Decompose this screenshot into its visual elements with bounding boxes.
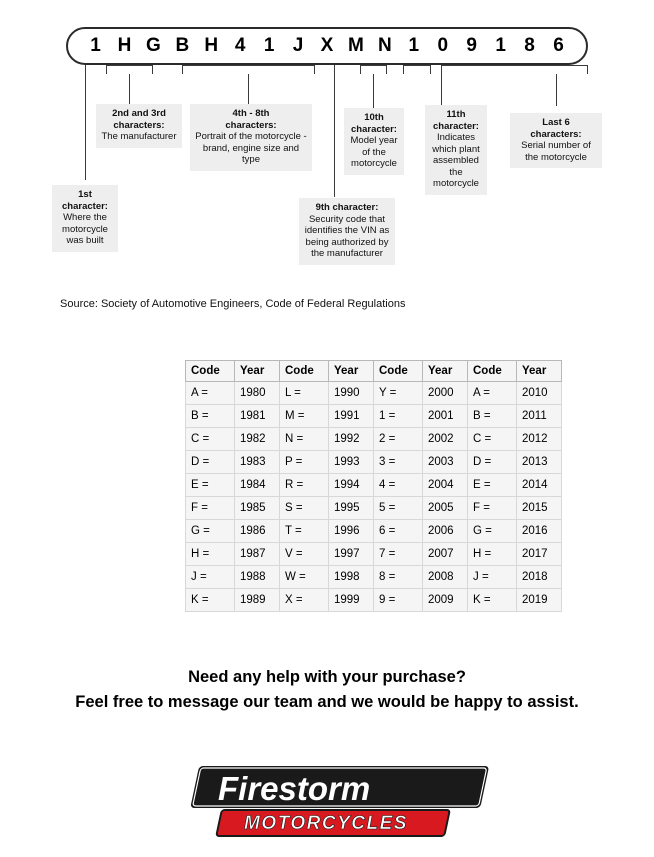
cell-year: 1990 — [329, 382, 374, 405]
callout-char10-heading: 10th — [364, 112, 384, 123]
cell-code: B = — [468, 405, 517, 428]
col-header-code-1: Code — [186, 361, 235, 382]
callout-char10-body: Model year of the motorcycle — [350, 135, 398, 169]
cell-year: 2011 — [517, 405, 562, 428]
col-header-year-1: Year — [235, 361, 280, 382]
cell-code: L = — [280, 382, 329, 405]
table-row — [186, 451, 562, 474]
table-row — [186, 382, 562, 405]
cell-code: D = — [468, 451, 517, 474]
cell-year: 1984 — [235, 474, 280, 497]
vin-char-8: J — [292, 35, 304, 56]
cell-code: 2 = — [374, 428, 423, 451]
vin-char-4: B — [175, 35, 190, 56]
vin-char-13: 0 — [437, 35, 449, 56]
cell-year: 1985 — [235, 497, 280, 520]
cell-code: E = — [468, 474, 517, 497]
callout-char12-17-subheading: characters: — [530, 128, 582, 140]
callout-char11-heading: 11th — [446, 109, 466, 120]
callout-char1 — [52, 185, 118, 252]
cell-year: 1987 — [235, 543, 280, 566]
table-row — [186, 520, 562, 543]
vin-char-11: N — [378, 35, 392, 56]
callout-char1-subheading: character: — [62, 200, 108, 212]
logo-brand-text: Firestorm — [218, 770, 371, 807]
cell-code: R = — [280, 474, 329, 497]
vin-char-15: 1 — [495, 35, 506, 56]
help-line-1: Need any help with your purchase? — [188, 668, 466, 686]
cell-year: 2016 — [517, 520, 562, 543]
cell-code: K = — [186, 589, 235, 612]
cell-year: 1986 — [235, 520, 280, 543]
cell-year: 1997 — [329, 543, 374, 566]
table-row — [186, 589, 562, 612]
cell-code: B = — [186, 405, 235, 428]
help-message — [0, 665, 654, 715]
vin-char-10: M — [348, 35, 364, 56]
source-note: Source: Society of Automotive Engineers, Code of Federal Regulations — [60, 298, 406, 310]
cell-year: 2007 — [423, 543, 468, 566]
callout-char4-8-body: Portrait of the motorcycle - brand, engine size and type — [195, 131, 307, 165]
callout-char11-body: Indicates which plant assembled the motorcycle — [432, 132, 480, 189]
cell-year: 2014 — [517, 474, 562, 497]
table-row — [186, 497, 562, 520]
callout-char2-3-subheading: characters: — [113, 119, 165, 131]
cell-code: Y = — [374, 382, 423, 405]
table-row — [186, 428, 562, 451]
cell-code: M = — [280, 405, 329, 428]
cell-year: 1992 — [329, 428, 374, 451]
cell-code: S = — [280, 497, 329, 520]
cell-year: 2019 — [517, 589, 562, 612]
cell-code: K = — [468, 589, 517, 612]
logo-subtitle-text: MOTORCYCLES — [244, 813, 408, 834]
callout-char4-8-heading: 4th - 8th — [232, 108, 270, 119]
callout-char12-17-heading: Last 6 — [542, 117, 570, 128]
callout-char1-heading: 1st — [78, 189, 92, 200]
cell-code: G = — [468, 520, 517, 543]
callout-char9-body: Security code that identifies the VIN as being authorized by the manufacturer — [304, 213, 390, 259]
vin-char-5: H — [204, 35, 219, 56]
vin-char-14: 9 — [466, 35, 477, 56]
callout-char10 — [344, 108, 404, 175]
cell-year: 1991 — [329, 405, 374, 428]
cell-year: 1981 — [235, 405, 280, 428]
cell-year: 1996 — [329, 520, 374, 543]
cell-code: F = — [186, 497, 235, 520]
cell-year: 2013 — [517, 451, 562, 474]
callout-char4-8-subheading: characters: — [225, 119, 277, 131]
callout-char2-3 — [96, 104, 182, 148]
cell-code: W = — [280, 566, 329, 589]
connector-char9 — [334, 65, 335, 197]
cell-year: 2012 — [517, 428, 562, 451]
bracket-char12-17 — [441, 65, 588, 74]
cell-code: A = — [468, 382, 517, 405]
col-header-code-3: Code — [374, 361, 423, 382]
firestorm-motorcycles-logo — [172, 762, 502, 848]
cell-code: 3 = — [374, 451, 423, 474]
cell-year: 2001 — [423, 405, 468, 428]
vin-diagram — [0, 0, 654, 300]
bracket-char10 — [360, 65, 387, 74]
cell-code: 7 = — [374, 543, 423, 566]
col-header-year-2: Year — [329, 361, 374, 382]
vin-char-9: X — [320, 35, 334, 56]
callout-char10-subheading: character: — [351, 123, 397, 135]
cell-year: 1995 — [329, 497, 374, 520]
table-header-row — [186, 361, 562, 382]
col-header-code-2: Code — [280, 361, 329, 382]
cell-year: 1983 — [235, 451, 280, 474]
connector-char10 — [373, 74, 374, 108]
cell-code: J = — [186, 566, 235, 589]
cell-code: P = — [280, 451, 329, 474]
cell-year: 2004 — [423, 474, 468, 497]
vin-char-6: 4 — [234, 35, 246, 56]
cell-code: F = — [468, 497, 517, 520]
callout-char9 — [299, 198, 395, 265]
vin-char-16: 8 — [524, 35, 535, 56]
cell-code: 4 = — [374, 474, 423, 497]
bracket-char11 — [403, 65, 431, 74]
cell-year: 2018 — [517, 566, 562, 589]
table-row — [186, 474, 562, 497]
cell-code: V = — [280, 543, 329, 566]
cell-year: 2017 — [517, 543, 562, 566]
callout-char2-3-heading: 2nd and 3rd — [112, 108, 166, 119]
cell-year: 1980 — [235, 382, 280, 405]
cell-code: T = — [280, 520, 329, 543]
callout-char2-3-body: The manufacturer — [101, 131, 177, 142]
callout-char1-body: Where the motorcycle was built — [62, 212, 108, 246]
vin-char-3: G — [145, 35, 161, 56]
cell-code: H = — [468, 543, 517, 566]
col-header-year-4: Year — [517, 361, 562, 382]
cell-code: A = — [186, 382, 235, 405]
callout-char12-17-body: Serial number of the motorcycle — [521, 140, 591, 163]
cell-year: 1988 — [235, 566, 280, 589]
cell-code: 8 = — [374, 566, 423, 589]
cell-year: 1998 — [329, 566, 374, 589]
cell-year: 2015 — [517, 497, 562, 520]
cell-year: 2002 — [423, 428, 468, 451]
cell-year: 1989 — [235, 589, 280, 612]
connector-char1 — [85, 65, 86, 180]
connector-char4-8 — [248, 74, 249, 104]
cell-year: 2006 — [423, 520, 468, 543]
vin-number-bar — [66, 27, 588, 65]
cell-year: 1999 — [329, 589, 374, 612]
cell-year: 1993 — [329, 451, 374, 474]
callout-char9-heading: 9th character: — [315, 202, 379, 213]
cell-code: J = — [468, 566, 517, 589]
cell-year: 2010 — [517, 382, 562, 405]
help-line-2: Feel free to message our team and we would be happy to assist. — [75, 693, 579, 711]
connector-char12-17 — [556, 74, 557, 106]
cell-year: 2003 — [423, 451, 468, 474]
cell-year: 1982 — [235, 428, 280, 451]
vin-char-7: 1 — [263, 35, 275, 56]
cell-code: 1 = — [374, 405, 423, 428]
cell-code: 9 = — [374, 589, 423, 612]
bracket-char2-3 — [106, 65, 153, 74]
table-row — [186, 405, 562, 428]
table-row — [186, 543, 562, 566]
cell-year: 2000 — [423, 382, 468, 405]
cell-code: C = — [468, 428, 517, 451]
cell-year: 2009 — [423, 589, 468, 612]
cell-code: G = — [186, 520, 235, 543]
cell-code: H = — [186, 543, 235, 566]
vin-char-2: H — [117, 35, 132, 56]
connector-char2-3 — [129, 74, 130, 104]
cell-code: 6 = — [374, 520, 423, 543]
bracket-char4-8 — [182, 65, 315, 74]
cell-code: 5 = — [374, 497, 423, 520]
cell-year: 1994 — [329, 474, 374, 497]
cell-code: X = — [280, 589, 329, 612]
cell-code: N = — [280, 428, 329, 451]
model-year-code-table — [185, 360, 562, 612]
cell-year: 2005 — [423, 497, 468, 520]
table-row — [186, 566, 562, 589]
cell-code: E = — [186, 474, 235, 497]
callout-char12-17 — [510, 113, 602, 168]
callout-char4-8 — [190, 104, 312, 171]
cell-year: 2008 — [423, 566, 468, 589]
vin-char-17: 6 — [553, 35, 564, 56]
cell-code: C = — [186, 428, 235, 451]
col-header-code-4: Code — [468, 361, 517, 382]
col-header-year-3: Year — [423, 361, 468, 382]
vin-char-12: 1 — [408, 35, 420, 56]
callout-char11-subheading: character: — [433, 120, 479, 132]
cell-code: D = — [186, 451, 235, 474]
vin-char-1: 1 — [90, 35, 101, 56]
callout-char11 — [425, 105, 487, 195]
